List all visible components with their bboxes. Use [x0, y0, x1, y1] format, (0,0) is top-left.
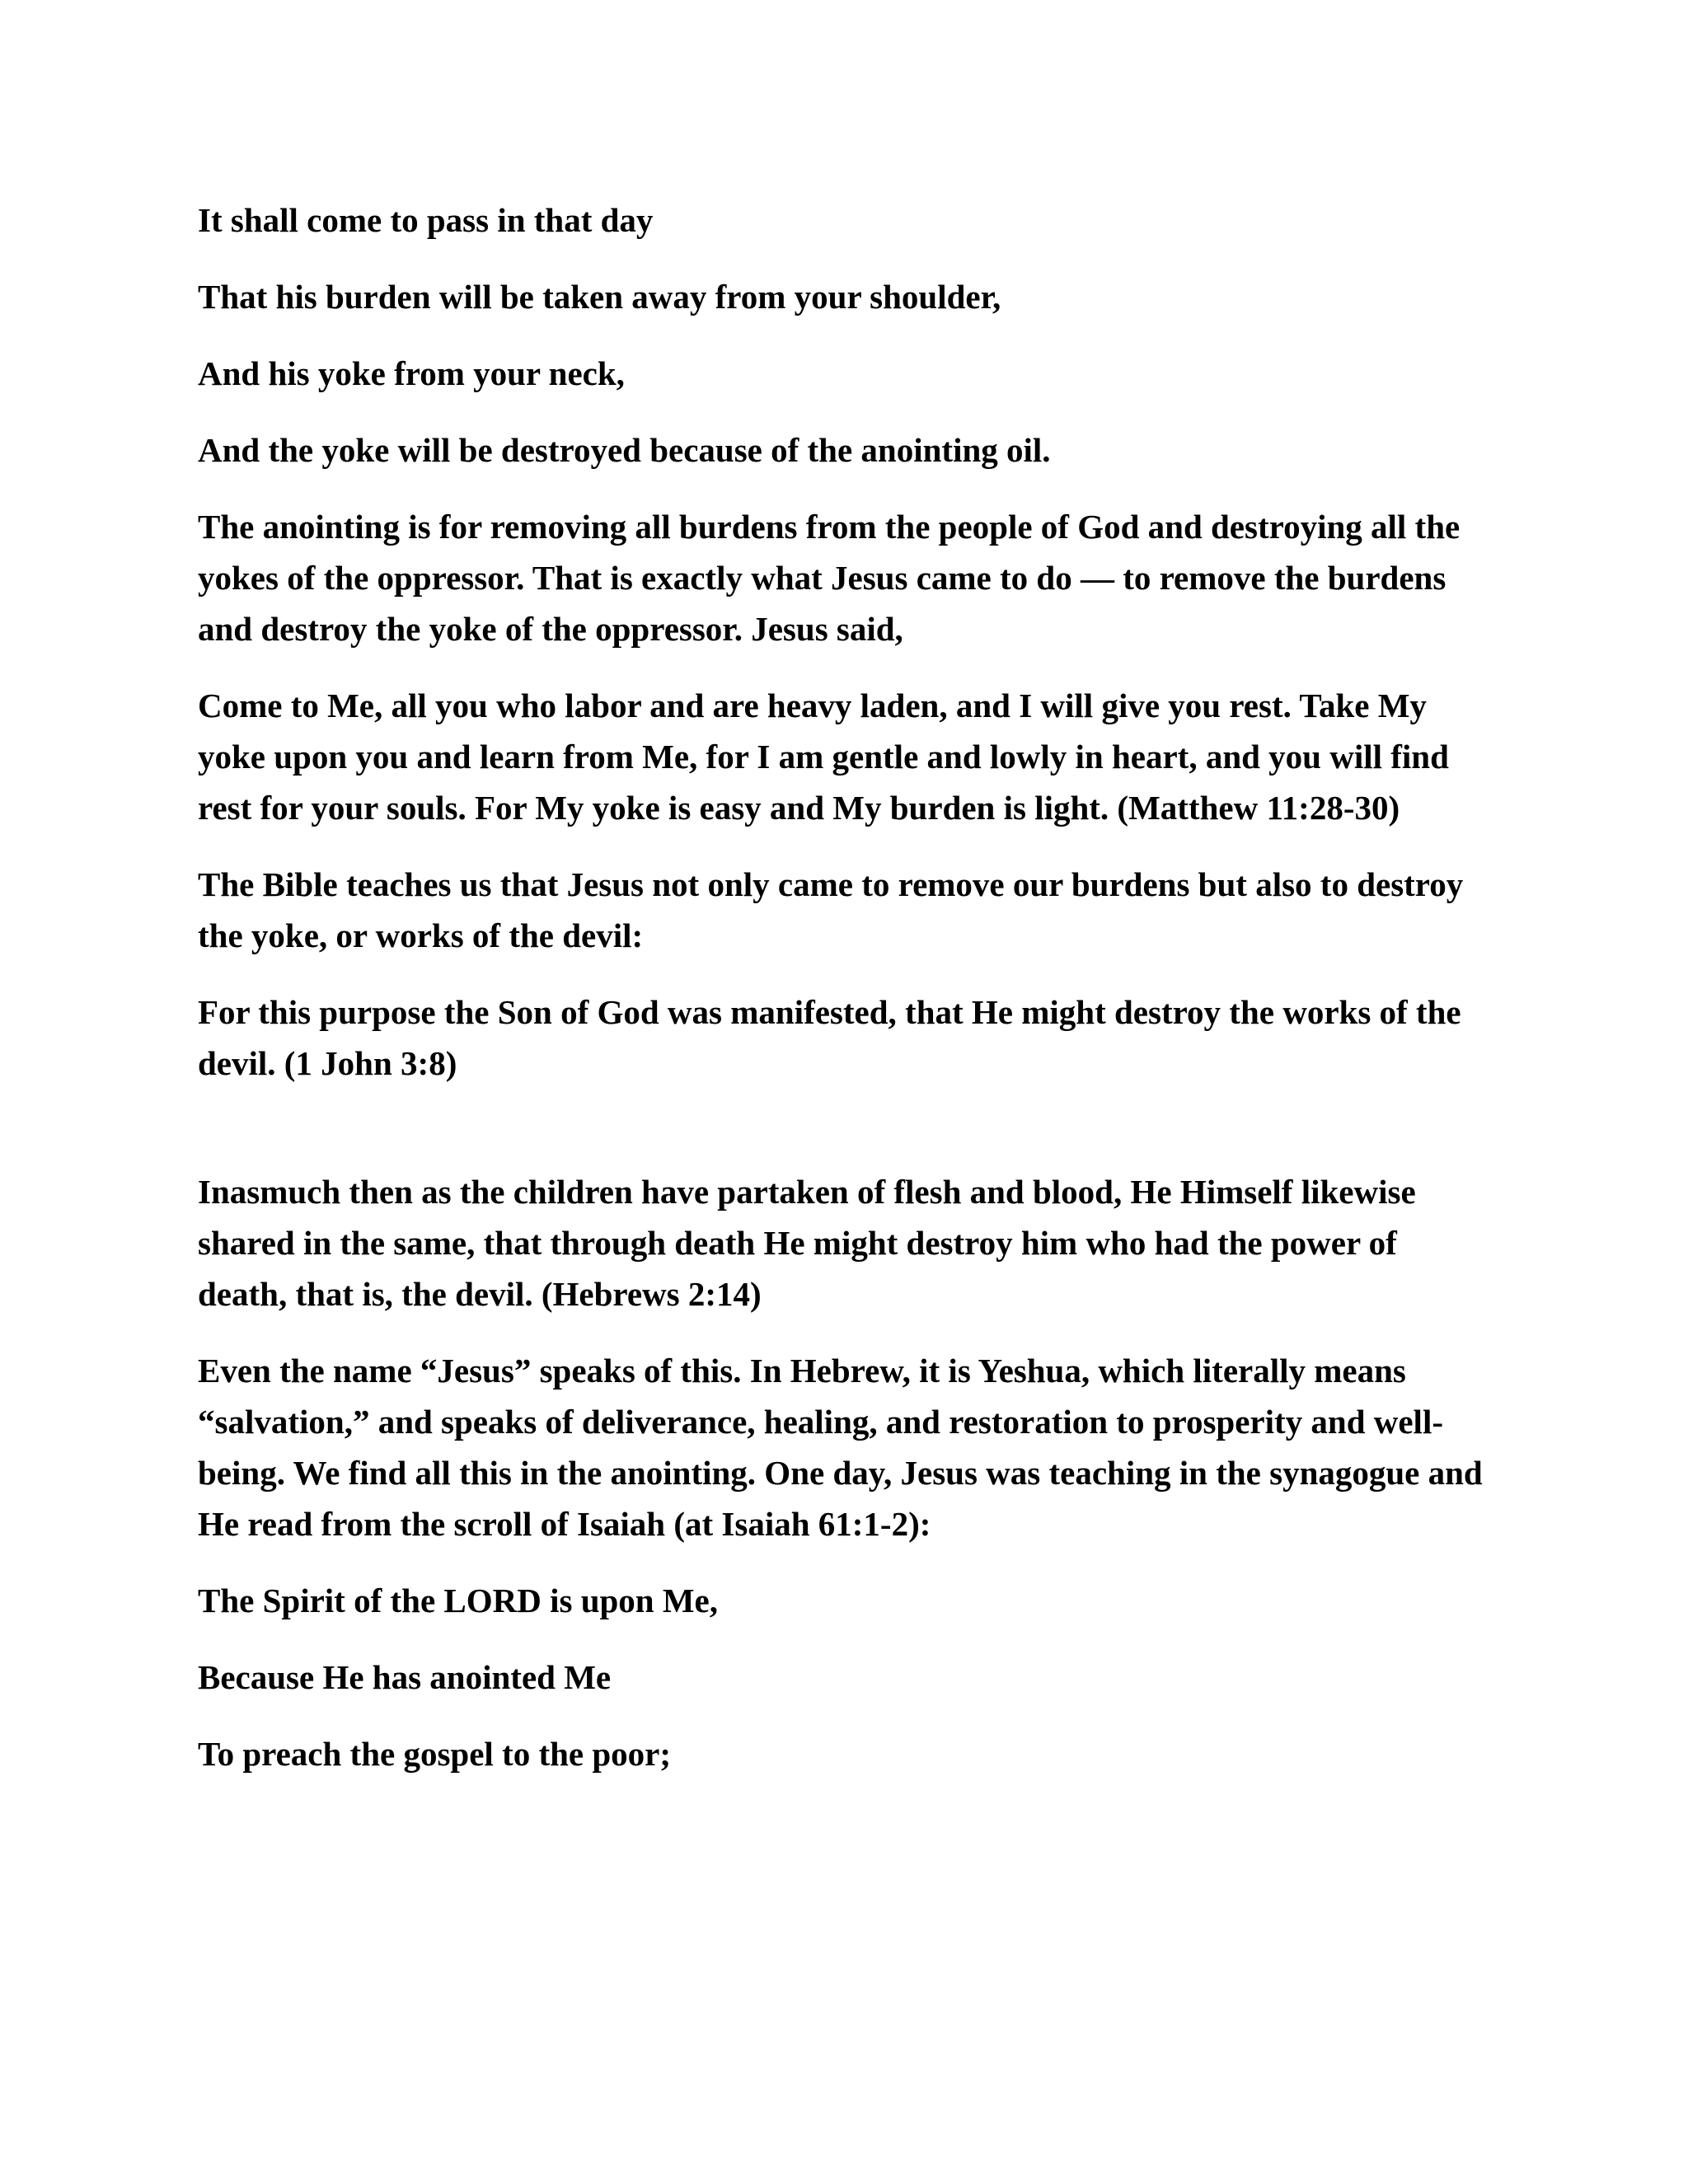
- scripture-quote: Come to Me, all you who labor and are heavy laden, and I will give you rest. Take My yoke upon you and learn from Me, for I am gentle and lowly in heart, and you will find rest for your souls. For My yoke is easy and My burden is light. (Matthew 11:28-30): [198, 687, 1449, 827]
- body-paragraph: Even the name “Jesus” speaks of this. In Hebrew, it is Yeshua, which literally means “salvation,” and speaks of deliverance, healing, and restoration to prosperity and well-being. We find all this in the anointing. One day, Jesus was teaching in the synagogue and He read from the scroll of Isaiah (at Isaiah 61:1-2):: [198, 1352, 1483, 1543]
- scripture-line: Because He has anointed Me: [198, 1658, 612, 1696]
- scripture-line: To preach the gospel to the poor;: [198, 1735, 671, 1773]
- scripture-quote: For this purpose the Son of God was manifested, that He might destroy the works of the devil. (1 John 3:8): [198, 993, 1461, 1082]
- body-paragraph: The Bible teaches us that Jesus not only came to remove our burdens but also to destroy the yoke, or works of the devil:: [198, 865, 1464, 954]
- scripture-line: That his burden will be taken away from your shoulder,: [198, 278, 1001, 316]
- scripture-line: It shall come to pass in that day: [198, 201, 654, 239]
- scripture-line: And his yoke from your neck,: [198, 354, 625, 392]
- scripture-quote: Inasmuch then as the children have partaken of flesh and blood, He Himself likewise shared in the same, that through death He might destroy him who had the power of death, that is, the devil. (Hebrews 2:14): [198, 1173, 1416, 1313]
- body-paragraph: The anointing is for removing all burdens from the people of God and destroying all the yokes of the oppressor. That is exactly what Jesus came to do — to remove the burdens and destroy the yoke of the oppressor. Jesus said,: [198, 508, 1461, 648]
- scripture-line: And the yoke will be destroyed because of the anointing oil.: [198, 431, 1051, 469]
- scripture-line: The Spirit of the LORD is upon Me,: [198, 1582, 718, 1619]
- document-body: [198, 194, 1484, 1805]
